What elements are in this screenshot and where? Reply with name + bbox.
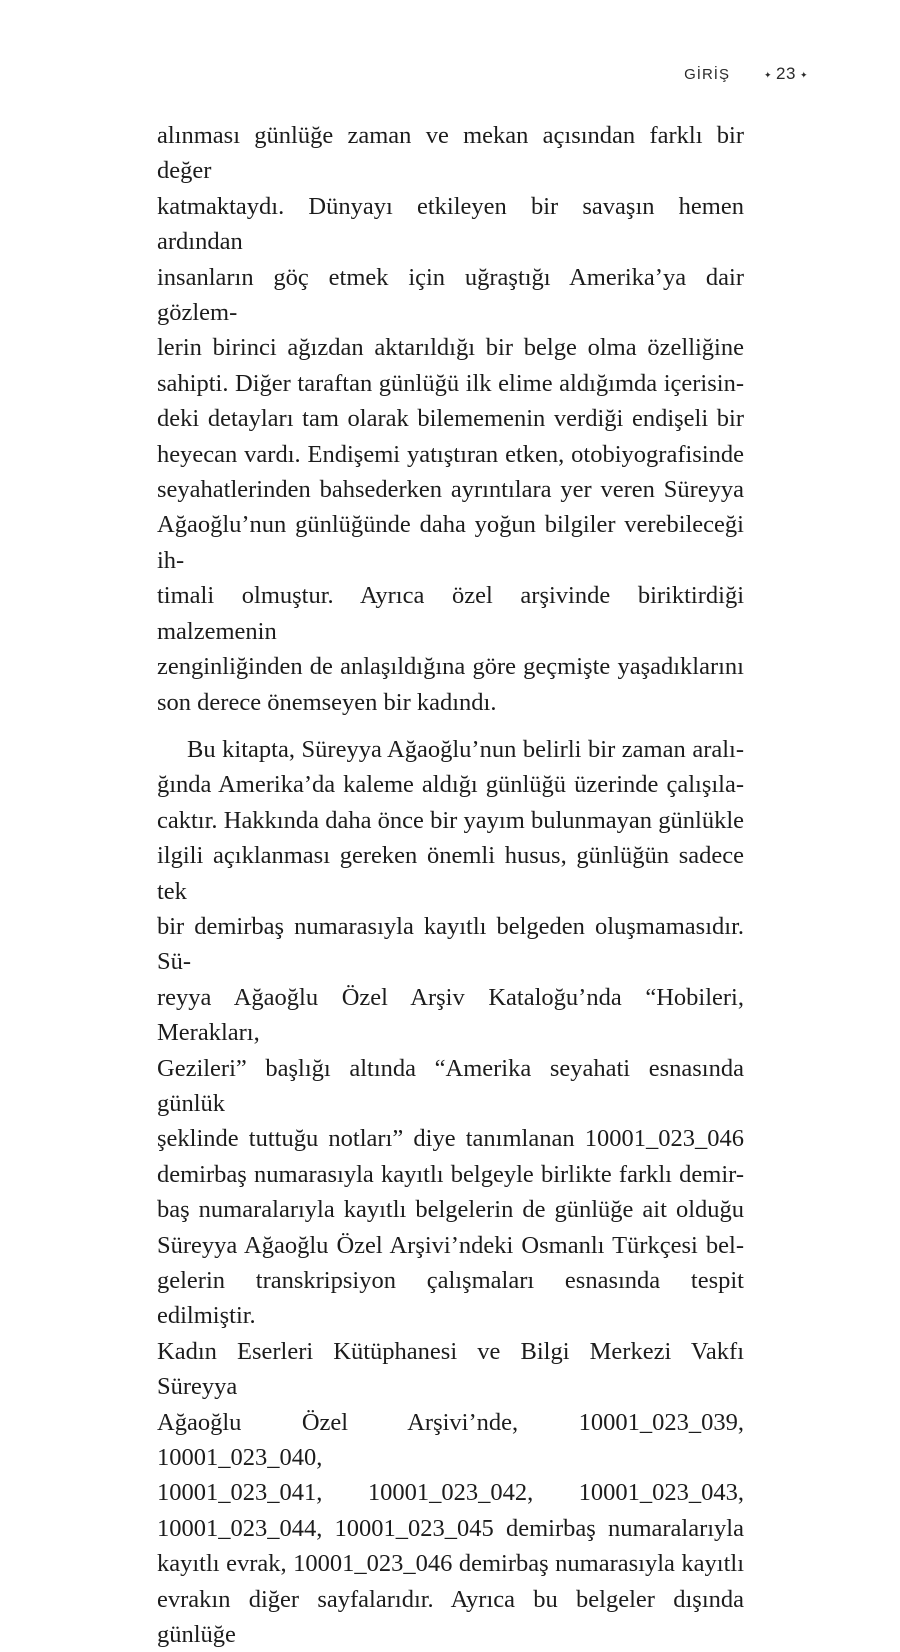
- page-number-group: [760, 64, 812, 84]
- ornament-star-icon: ✦: [799, 69, 808, 80]
- page-number: 23: [776, 64, 796, 83]
- text-line: Kadın Eserleri Kütüphanesi ve Bilgi Merkezi Vakfı Süreyya: [157, 1337, 744, 1401]
- text-line: seyahatlerinden bahsederken ayrıntılara yer veren Süreyya: [157, 476, 744, 504]
- text-line: lerin birinci ağızdan aktarıldığı bir belge olma özelliğine: [157, 334, 744, 362]
- text-line: bir demirbaş numarasıyla kayıtlı belgeden oluşmamasıdır. Sü-: [157, 912, 744, 976]
- body-text: [157, 118, 744, 1652]
- text-line: şeklinde tuttuğu notları” diye tanımlanan 10001_023_046: [157, 1125, 744, 1153]
- text-line: katmaktaydı. Dünyayı etkileyen bir savaşın hemen ardından: [157, 192, 744, 256]
- text-line: sahipti. Diğer taraftan günlüğü ilk elime aldığımda içerisin-: [157, 369, 744, 397]
- text-line: alınması günlüğe zaman ve mekan açısından farklı bir değer: [157, 122, 744, 185]
- section-title: GİRİŞ: [684, 65, 730, 83]
- text-line: Ağaoğlu Özel Arşivi’nde, 10001_023_039, 10001_023_040,: [157, 1408, 744, 1472]
- ornament-star-icon: ✦: [763, 69, 773, 80]
- text-line: insanların göç etmek için uğraştığı Amerika’ya dair gözlem-: [157, 263, 744, 327]
- running-header: [684, 64, 812, 84]
- text-line: 10001_023_041, 10001_023_042, 10001_023_043,: [157, 1479, 744, 1507]
- text-line: kayıtlı evrak, 10001_023_046 demirbaş numarasıyla kayıtlı: [157, 1550, 744, 1578]
- text-line: ilgili açıklanması gereken önemli husus, günlüğün sadece tek: [157, 842, 744, 905]
- text-line: zenginliğinden de anlaşıldığına göre geçmişte yaşadıklarını: [157, 653, 744, 681]
- text-line: ğında Amerika’da kaleme aldığı günlüğü üzerinde çalışıla-: [157, 771, 744, 799]
- text-line: demirbaş numarasıyla kayıtlı belgeyle birlikte farklı demir-: [157, 1160, 744, 1188]
- text-line: Süreyya Ağaoğlu Özel Arşivi’ndeki Osmanlı Türkçesi bel-: [157, 1231, 744, 1259]
- text-line: heyecan vardı. Endişemi yatıştıran etken, otobiyografisinde: [157, 440, 744, 468]
- text-line: Gezileri” başlığı altında “Amerika seyahati esnasında günlük: [157, 1054, 744, 1117]
- text-line: evrakın diğer sayfalarıdır. Ayrıca bu belgeler dışında günlüğe: [157, 1585, 744, 1649]
- text-line: Ağaoğlu’nun günlüğünde daha yoğun bilgiler verebileceği ih-: [157, 511, 744, 574]
- text-line: gelerin transkripsiyon çalışmaları esnasında tespit edilmiştir.: [157, 1267, 744, 1330]
- text-line: son derece önemseyen bir kadındı.: [157, 688, 497, 716]
- text-line: caktır. Hakkında daha önce bir yayım bulunmayan günlükle: [157, 806, 744, 834]
- text-line: 10001_023_044, 10001_023_045 demirbaş numaralarıyla: [157, 1514, 744, 1542]
- text-line: baş numaralarıyla kayıtlı belgelerin de günlüğe ait olduğu: [157, 1196, 744, 1224]
- text-line: timali olmuştur. Ayrıca özel arşivinde biriktirdiği malzemenin: [157, 582, 744, 645]
- text-line: reyya Ağaoğlu Özel Arşiv Kataloğu’nda “Hobileri, Merakları,: [157, 983, 744, 1047]
- text-line: Bu kitapta, Süreyya Ağaoğlu’nun belirli bir zaman aralı-: [187, 735, 744, 763]
- text-line: deki detayları tam olarak bilememenin verdiği endişeli bir: [157, 405, 744, 433]
